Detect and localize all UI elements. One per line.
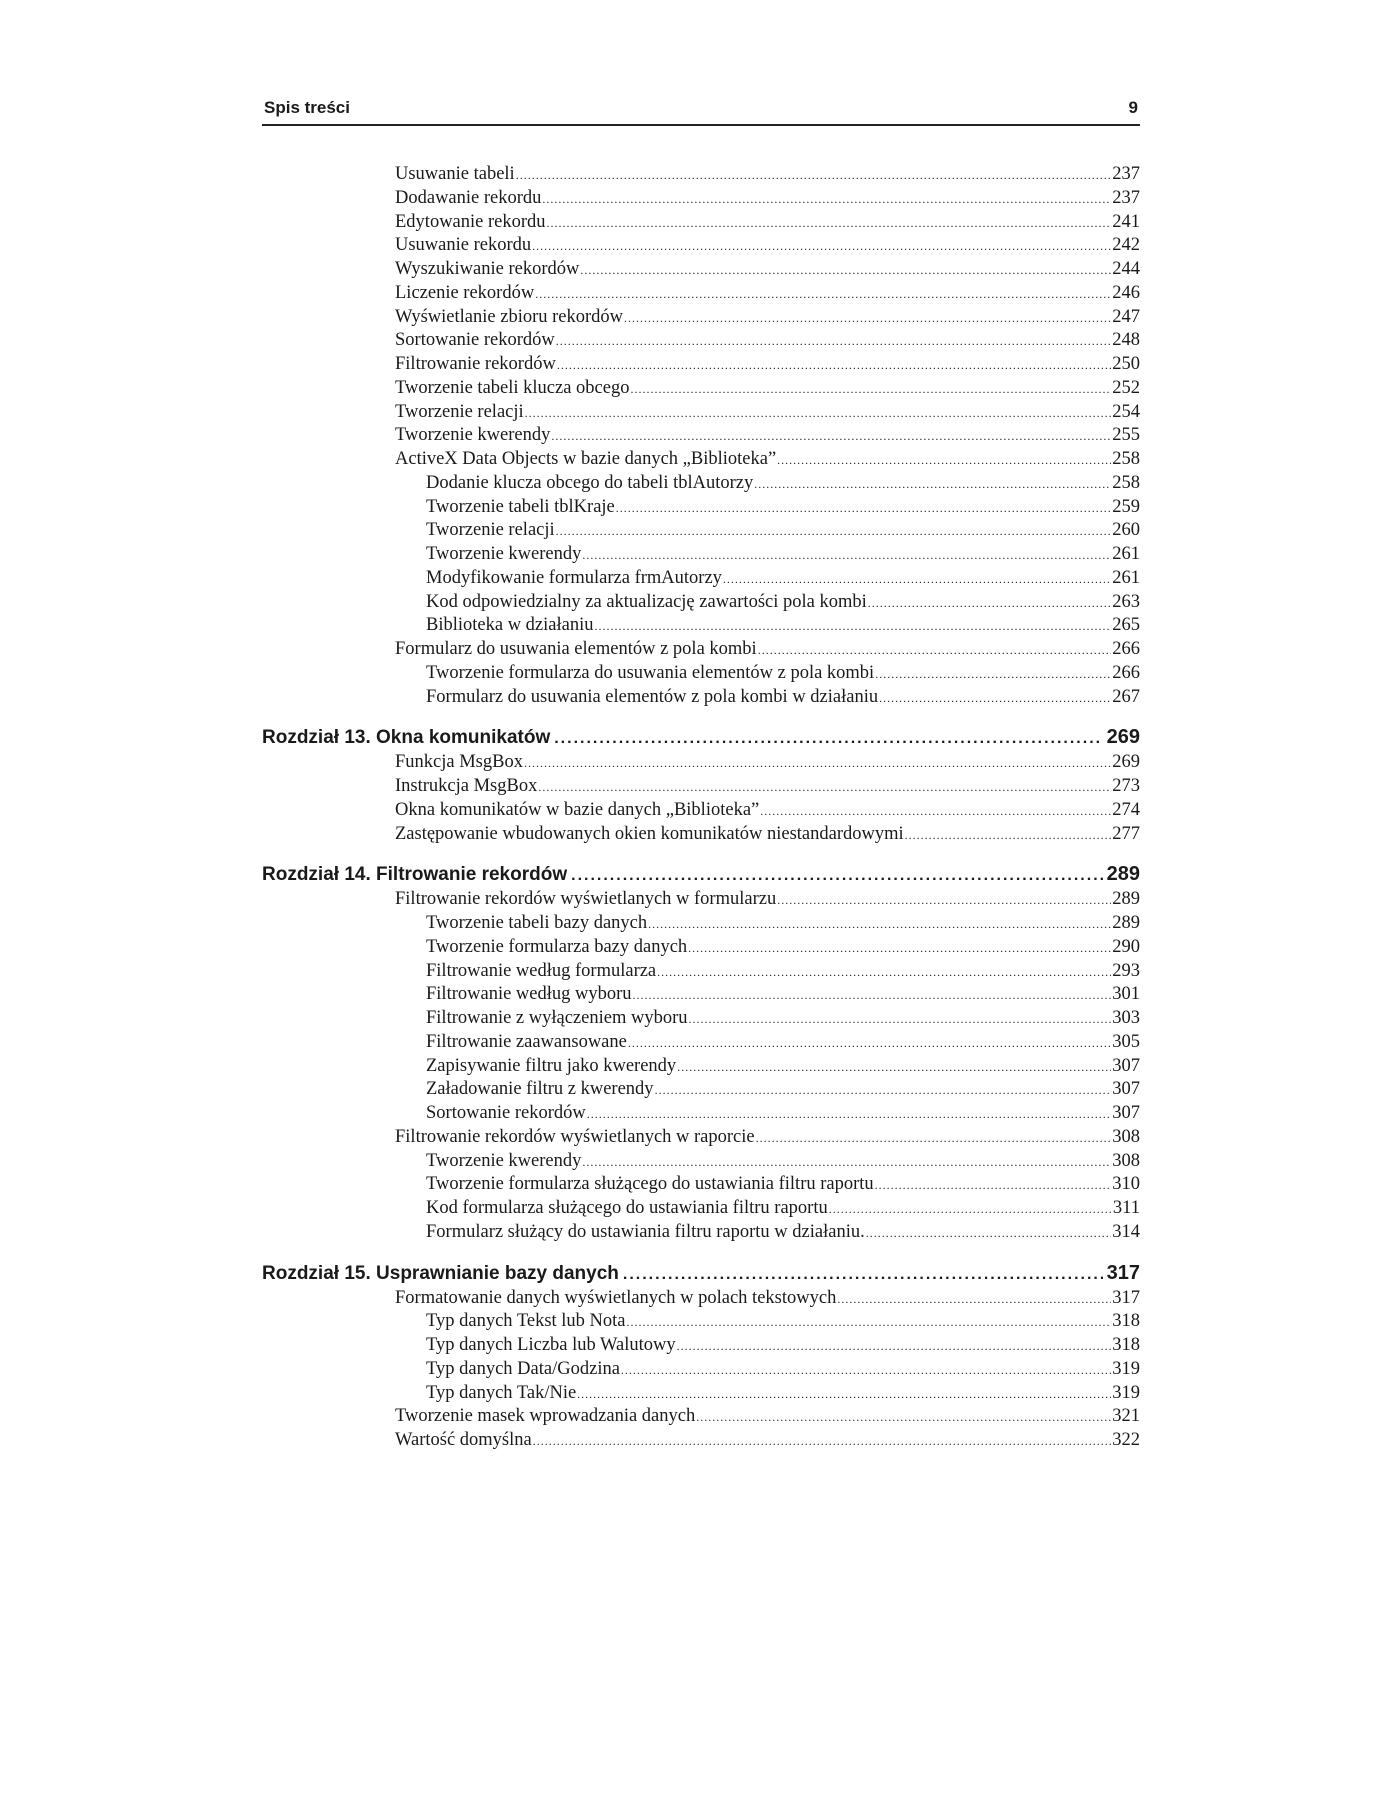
dot-leader <box>535 283 1111 306</box>
dot-leader <box>760 800 1111 823</box>
toc-title: Biblioteka w działaniu <box>426 615 594 636</box>
dot-leader <box>577 1383 1111 1406</box>
toc-title: Wyświetlanie zbioru rekordów <box>395 306 624 327</box>
toc-title: Kod formularza służącego do ustawiania filtru raportu <box>426 1198 828 1218</box>
toc-entry[interactable] <box>262 1150 1140 1174</box>
dot-leader <box>533 1430 1112 1453</box>
toc-title: Tworzenie kwerendy <box>426 544 582 564</box>
toc-page-number: 305 <box>1112 1031 1140 1052</box>
toc-title: Tworzenie formularza służącego do ustawiania filtru raportu <box>426 1174 874 1195</box>
toc-page-number: 319 <box>1112 1358 1140 1379</box>
toc-entry[interactable] <box>262 960 1140 984</box>
toc-entry[interactable] <box>262 1055 1140 1079</box>
toc-chapter[interactable] <box>262 1251 1140 1287</box>
toc-title: Instrukcja MsgBox <box>395 776 538 796</box>
toc-entry[interactable] <box>262 1429 1140 1453</box>
dot-leader <box>723 568 1111 591</box>
toc-page-number: 244 <box>1112 259 1140 279</box>
toc-title: Kod odpowiedzialny za aktualizację zawartości pola kombi <box>426 591 867 612</box>
toc-page-number: 311 <box>1112 1198 1140 1218</box>
toc-title: Dodawanie rekordu <box>395 187 542 208</box>
dot-leader <box>875 663 1111 686</box>
toc-entry[interactable] <box>262 799 1140 823</box>
dot-leader <box>627 1311 1112 1334</box>
dot-leader <box>837 1288 1111 1311</box>
dot-leader <box>630 378 1111 401</box>
page-header <box>262 96 1140 126</box>
toc-chapter[interactable] <box>262 852 1140 888</box>
toc-page-number: 310 <box>1112 1174 1140 1195</box>
toc-page-number: 308 <box>1112 1126 1140 1147</box>
toc-title: Sortowanie rekordów <box>395 330 555 351</box>
dot-leader <box>777 889 1111 912</box>
toc-entry[interactable] <box>262 329 1140 353</box>
toc-page-number: 277 <box>1112 823 1140 844</box>
dot-leader <box>677 1335 1112 1358</box>
toc-title: Okna komunikatów w bazie danych „Biblioteka” <box>395 799 760 820</box>
toc-entry[interactable] <box>262 258 1140 282</box>
toc-title: Typ danych Data/Godzina <box>426 1358 620 1379</box>
toc-page-number: 303 <box>1112 1008 1140 1028</box>
toc-title: Rozdział 13. Okna komunikatów <box>262 727 551 749</box>
toc-page-number: 289 <box>1112 913 1140 933</box>
toc-page-number: 258 <box>1112 449 1140 469</box>
toc-page-number: 267 <box>1112 686 1140 707</box>
dot-leader <box>524 752 1111 775</box>
toc-title: Tworzenie kwerendy <box>426 1150 582 1171</box>
dot-leader <box>582 1151 1111 1174</box>
dot-leader <box>677 1056 1111 1079</box>
toc-page-number: 308 <box>1112 1150 1140 1171</box>
toc-title: Zapisywanie filtru jako kwerendy <box>426 1055 677 1076</box>
dot-leader <box>542 188 1111 211</box>
dot-leader <box>655 1079 1112 1102</box>
toc-entry[interactable] <box>262 567 1140 591</box>
toc-page-number: 254 <box>1112 401 1140 422</box>
toc-title: Modyfikowanie formularza frmAutorzy <box>426 567 722 588</box>
toc-title: ActiveX Data Objects w bazie danych „Biblioteka” <box>395 449 777 469</box>
dot-leader <box>557 354 1111 377</box>
dot-leader <box>587 1103 1111 1126</box>
toc-entry[interactable] <box>262 496 1140 520</box>
toc-page-number: 241 <box>1112 211 1140 232</box>
toc-entry[interactable] <box>262 751 1140 775</box>
dot-leader <box>866 1222 1112 1245</box>
toc-entry[interactable] <box>262 519 1140 543</box>
toc-entry[interactable] <box>262 543 1140 567</box>
toc-entry[interactable] <box>262 234 1140 258</box>
toc-title: Filtrowanie według wyboru <box>426 984 632 1005</box>
dot-leader <box>551 425 1111 448</box>
dot-leader <box>621 1359 1111 1382</box>
dot-leader <box>696 1406 1111 1429</box>
toc-page-number: 261 <box>1112 567 1140 588</box>
toc-page-number: 246 <box>1112 282 1140 303</box>
toc-title: Tworzenie masek wprowadzania danych <box>395 1406 696 1427</box>
toc-title: Filtrowanie zaawansowane <box>426 1031 627 1052</box>
dot-leader <box>624 307 1111 330</box>
toc-entry[interactable] <box>262 936 1140 960</box>
toc-page-number: 307 <box>1112 1079 1140 1100</box>
toc-title: Typ danych Tak/Nie <box>426 1382 577 1403</box>
toc-page-number: 307 <box>1112 1103 1140 1123</box>
toc-entry[interactable] <box>262 775 1140 799</box>
dot-leader <box>868 592 1112 615</box>
toc-page-number: 307 <box>1112 1055 1140 1076</box>
dot-leader <box>688 937 1111 960</box>
toc-entry[interactable] <box>262 888 1140 912</box>
toc-entry[interactable] <box>262 1197 1140 1221</box>
toc-entry[interactable] <box>262 912 1140 936</box>
toc-entry[interactable] <box>262 1221 1140 1245</box>
toc-entry[interactable] <box>262 1287 1140 1311</box>
toc-page-number: 319 <box>1112 1382 1140 1403</box>
toc-title: Tworzenie formularza do usuwania elementów z pola kombi <box>426 662 875 683</box>
toc-entry[interactable] <box>262 983 1140 1007</box>
toc-entry[interactable] <box>262 1078 1140 1102</box>
toc-page-number: 252 <box>1112 377 1140 398</box>
dot-leader <box>556 520 1112 543</box>
toc-page-number: 255 <box>1112 425 1140 446</box>
toc-page-number: 259 <box>1112 496 1140 517</box>
toc-title: Filtrowanie rekordów <box>395 354 556 374</box>
toc-title: Tworzenie tabeli bazy danych <box>426 913 648 933</box>
toc-entry[interactable] <box>262 448 1140 472</box>
dot-leader <box>688 1008 1111 1031</box>
toc-page-number: 289 <box>1112 889 1140 910</box>
dot-leader <box>580 259 1111 282</box>
dot-leader <box>628 1032 1111 1055</box>
toc-entry[interactable] <box>262 377 1140 401</box>
dot-leader <box>657 961 1111 984</box>
toc-page-number: 293 <box>1112 960 1140 981</box>
toc-title: Typ danych Tekst lub Nota <box>426 1311 626 1332</box>
toc-title: Filtrowanie rekordów wyświetlanych w formularzu <box>395 889 777 910</box>
toc-title: Filtrowanie rekordów wyświetlanych w raporcie <box>395 1126 755 1147</box>
toc-page-number: 258 <box>1112 472 1140 493</box>
toc-entry[interactable] <box>262 211 1140 235</box>
toc-entry[interactable] <box>262 187 1140 211</box>
toc-page-number: 314 <box>1112 1221 1140 1242</box>
dot-leader <box>525 402 1112 425</box>
toc-entry[interactable] <box>262 306 1140 330</box>
dot-leader <box>879 687 1111 710</box>
toc-title: Rozdział 15. Usprawnianie bazy danych <box>262 1262 619 1284</box>
dot-leader <box>538 776 1111 799</box>
toc-title: Tworzenie relacji <box>426 520 555 541</box>
dot-leader <box>875 1174 1112 1197</box>
toc-page-number: 317 <box>1112 1287 1140 1308</box>
dot-leader <box>758 639 1112 662</box>
dot-leader <box>554 725 1102 751</box>
toc-chapter[interactable] <box>262 715 1140 751</box>
toc-title: Filtrowanie według formularza <box>426 960 657 981</box>
toc-title: Wyszukiwanie rekordów <box>395 259 580 279</box>
toc-title: Rozdział 14. Filtrowanie rekordów <box>262 864 568 886</box>
toc-entry[interactable] <box>262 591 1140 615</box>
toc-title: Typ danych Liczba lub Walutowy <box>426 1335 676 1355</box>
toc-entry[interactable] <box>262 686 1140 710</box>
toc-entry[interactable] <box>262 638 1140 662</box>
toc-page-number: 269 <box>1106 726 1140 749</box>
toc-title: Funkcja MsgBox <box>395 752 523 773</box>
toc-entry[interactable] <box>262 1126 1140 1150</box>
dot-leader <box>516 164 1112 187</box>
toc-entry[interactable] <box>262 472 1140 496</box>
dot-leader <box>756 1127 1112 1150</box>
toc-entry[interactable] <box>262 424 1140 448</box>
toc-page-number: 242 <box>1112 235 1140 256</box>
dot-leader <box>571 862 1103 888</box>
toc-page-number: 318 <box>1112 1311 1140 1332</box>
toc-entry[interactable] <box>262 1334 1140 1358</box>
toc-title: Załadowanie filtru z kwerendy <box>426 1079 654 1100</box>
dot-leader <box>777 449 1111 472</box>
toc-page-number: 260 <box>1112 520 1140 541</box>
dot-leader <box>547 212 1112 235</box>
dot-leader <box>648 913 1111 936</box>
toc-page-number: 266 <box>1112 662 1140 683</box>
header-title: Spis treści <box>264 98 350 117</box>
toc-title: Usuwanie rekordu <box>395 235 532 256</box>
toc-page-number: 321 <box>1112 1406 1140 1427</box>
toc-entry[interactable] <box>262 401 1140 425</box>
toc-page-number: 318 <box>1112 1335 1140 1355</box>
dot-leader <box>829 1198 1112 1221</box>
header-page-number: 9 <box>1128 98 1138 117</box>
toc-title: Formatowanie danych wyświetlanych w polach tekstowych <box>395 1287 837 1308</box>
dot-leader <box>556 330 1111 353</box>
toc-entry[interactable] <box>262 1007 1140 1031</box>
toc-title: Dodanie klucza obcego do tabeli tblAutorzy <box>426 472 754 493</box>
toc-entry[interactable] <box>262 1382 1140 1406</box>
toc-page-number: 317 <box>1106 1261 1140 1284</box>
dot-leader <box>595 615 1112 638</box>
dot-leader <box>623 1261 1103 1287</box>
toc-title: Tworzenie tabeli klucza obcego <box>395 377 630 398</box>
dot-leader <box>582 544 1111 567</box>
toc-entry[interactable] <box>262 1405 1140 1429</box>
toc-entry[interactable] <box>262 163 1140 187</box>
toc-entry[interactable] <box>262 823 1140 847</box>
toc-page-number: 322 <box>1112 1430 1140 1450</box>
toc-entry[interactable] <box>262 353 1140 377</box>
toc-page-number: 301 <box>1112 984 1140 1005</box>
toc-title: Tworzenie tabeli tblKraje <box>426 496 615 517</box>
toc-page-number: 265 <box>1112 615 1140 636</box>
toc-page-number: 269 <box>1112 752 1140 773</box>
toc-title: Usuwanie tabeli <box>395 164 515 184</box>
toc-title: Filtrowanie z wyłączeniem wyboru <box>426 1008 688 1028</box>
table-of-contents <box>262 163 1140 1453</box>
toc-page-number: 274 <box>1112 799 1140 820</box>
toc-entry[interactable] <box>262 662 1140 686</box>
toc-page-number: 266 <box>1112 639 1140 659</box>
toc-entry[interactable] <box>262 1031 1140 1055</box>
toc-entry[interactable] <box>262 1358 1140 1382</box>
toc-title: Liczenie rekordów <box>395 282 535 303</box>
toc-title: Tworzenie kwerendy <box>395 425 551 446</box>
dot-leader <box>633 984 1112 1007</box>
toc-page-number: 261 <box>1112 544 1140 564</box>
toc-page-number: 250 <box>1112 354 1140 374</box>
dot-leader <box>616 497 1111 520</box>
toc-title: Formularz służący do ustawiania filtru raportu w działaniu. <box>426 1221 865 1242</box>
toc-entry[interactable] <box>262 1310 1140 1334</box>
toc-page-number: 289 <box>1106 863 1140 886</box>
toc-page-number: 237 <box>1112 187 1140 208</box>
toc-page-number: 273 <box>1112 776 1140 796</box>
toc-title: Formularz do usuwania elementów z pola kombi <box>395 639 757 659</box>
toc-title: Tworzenie formularza bazy danych <box>426 936 688 957</box>
toc-page-number: 237 <box>1112 164 1140 184</box>
toc-title: Wartość domyślna <box>395 1430 532 1450</box>
toc-title: Edytowanie rekordu <box>395 211 546 232</box>
toc-title: Sortowanie rekordów <box>426 1103 586 1123</box>
toc-page-number: 263 <box>1112 591 1140 612</box>
dot-leader <box>754 473 1111 496</box>
toc-entry[interactable] <box>262 1173 1140 1197</box>
toc-entry[interactable] <box>262 1102 1140 1126</box>
toc-entry[interactable] <box>262 614 1140 638</box>
toc-title: Tworzenie relacji <box>395 401 524 422</box>
toc-title: Formularz do usuwania elementów z pola kombi w działaniu <box>426 686 879 707</box>
toc-entry[interactable] <box>262 282 1140 306</box>
dot-leader <box>905 824 1112 847</box>
toc-page-number: 290 <box>1112 936 1140 957</box>
dot-leader <box>532 235 1111 258</box>
toc-page-number: 248 <box>1112 330 1140 351</box>
toc-title: Zastępowanie wbudowanych okien komunikatów niestandardowymi <box>395 823 904 844</box>
toc-page-number: 247 <box>1112 306 1140 327</box>
